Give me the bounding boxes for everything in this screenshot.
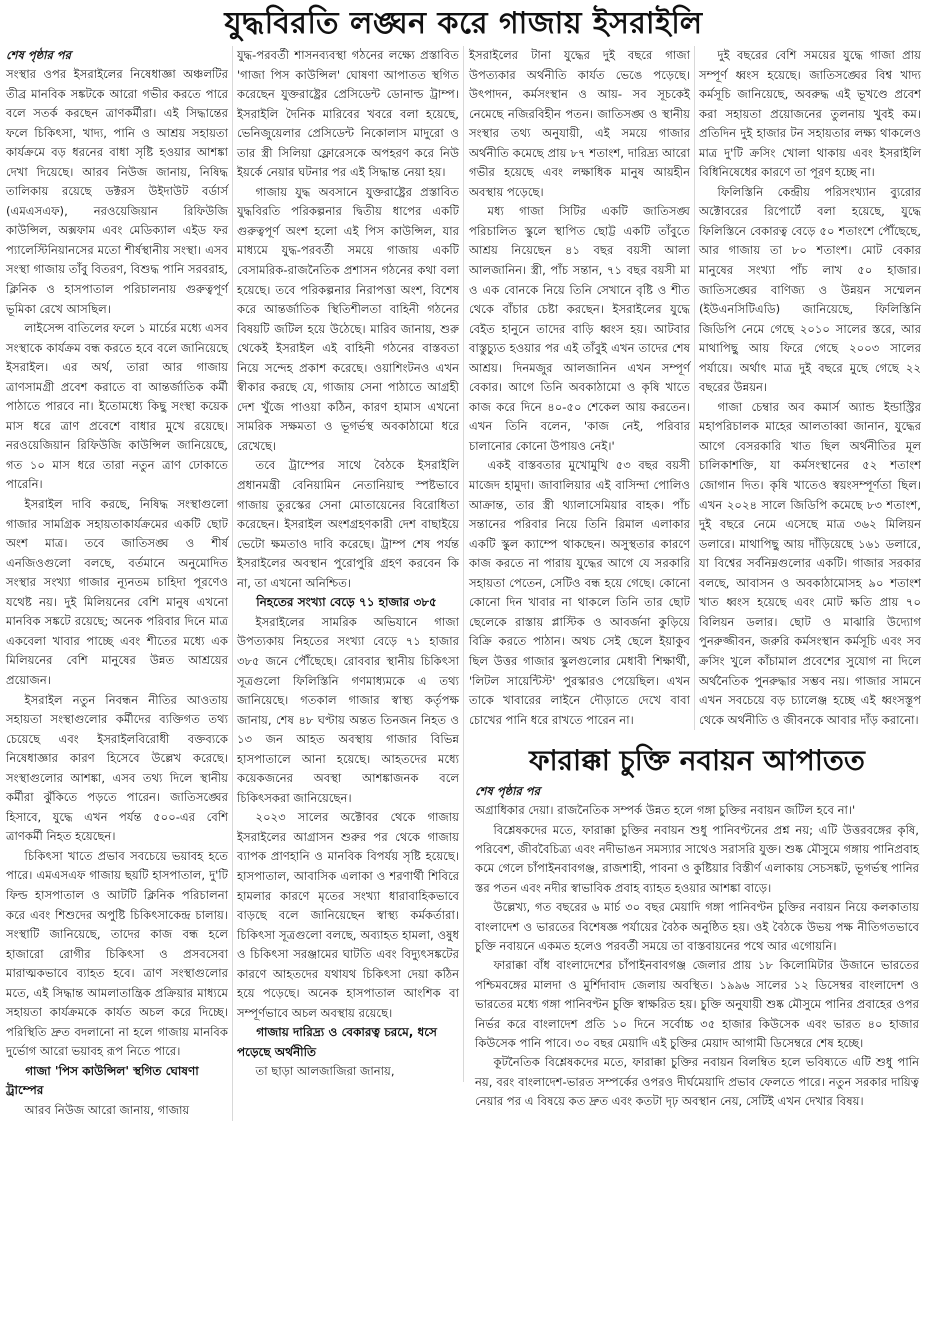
second-article xyxy=(469,742,919,1112)
second-article-body xyxy=(475,782,919,1112)
paragraph: ফারাক্কা বাঁধ বাংলাদেশের চাঁপাইনবাবগঞ্জ জেলার প্রায় ১৮ কিলোমিটার উজানে ভারতের পশ্চিমবঙ্গের মালদা ও মুর্শিদাবাদ জেলায় অবস্থিত। ১৯৯৬ সালের ১২ ডিসেম্বর বাংলাদেশ ও ভারতের মধ্যে গঙ্গা পানিবণ্টন চুক্তি স্বাক্ষরিত হয়। চুক্তি অনুযায়ী শুষ্ক মৌসুমে পানির প্রবাহের ওপর নির্ভর করে বাংলাদেশ প্রতি ১০ দিনে সর্বোচ্চ ৩৫ হাজার কিউসেক এবং ভারত ৪০ হাজার কিউসেক পানি পাবে। ৩০ বছর মেয়াদি এই চুক্তির মেয়াদ আগামী ডিসেম্বরে শেষ হচ্ছে। xyxy=(475,958,919,1051)
paragraph: যুদ্ধ-পরবর্তী শাসনব্যবস্থা গঠনের লক্ষ্যে প্রস্তাবিত 'গাজা পিস কাউন্সিল' ঘোষণা আপাতত স্থগিত করেছেন যুক্তরাষ্ট্রের প্রেসিডেন্ট ডোনাল্ড ট্রাম্প। ইসরাইলি দৈনিক মারিবের খবরে বলা হয়েছে, ভেনিজুয়েলার প্রেসিডেন্ট নিকোলাস মাদুরো ও তার স্ত্রী সিলিয়া ফ্লোরেসকে অপহরণ করে নিউ ইয়র্কে নেয়ার ঘটনার পর এই সিদ্ধান্ত নেয়া হয়। xyxy=(237,48,459,180)
paragraph: কূটনৈতিক বিশ্লেষকদের মতে, ফারাক্কা চুক্তির নবায়ন বিলম্বিত হলে ভবিষ্যতে এটি শুধু পানি নয়, বরং বাংলাদেশ-ভারত সম্পর্কের ওপরও দীর্ঘমেয়াদি প্রভাব ফেলতে পারে। নতুন সরকার দায়িত্ব নেয়ার পর এ বিষয়ে কত দ্রুত এবং কতটা দৃঢ় অবস্থান নেয়, সেটিই এখন দেখার বিষয়। xyxy=(475,1055,919,1109)
continued-from-label: শেষ পৃষ্ঠার পর xyxy=(475,784,540,799)
paragraph: আরব নিউজ আরো জানায়, গাজায় xyxy=(24,1102,190,1117)
paragraph: গাজায় যুদ্ধ অবসানে যুক্তরাষ্ট্রের প্রস্তাবিত যুদ্ধবিরতি পরিকল্পনার দ্বিতীয় ধাপের একটি গুরুত্বপূর্ণ অংশ হলো এই পিস কাউন্সিল, যার মাধ্যমে যুদ্ধ-পরবর্তী সময়ে গাজায় একটি বেসামরিক-রাজনৈতিক প্রশাসন গঠনের কথা বলা হয়েছে। তবে পরিকল্পনার নিরাপত্তা অংশ, বিশেষ করে আন্তর্জাতিক স্থিতিশীলতা বাহিনী গঠনের বিষয়টি জটিল হয়ে উঠেছে। মারিব জানায়, শুরু থেকেই ইসরাইল এই বাহিনী গঠনের বাস্তবতা নিয়ে সন্দেহ প্রকাশ করেছে। ওয়াশিংটনও এখন স্বীকার করছে যে, গাজায় সেনা পাঠাতে আগ্রহী দেশ খুঁজে পাওয়া কঠিন, কারণ হামাস এখনো সামরিক সক্ষমতা ও ভূগর্ভস্থ অবকাঠামো ধরে রেখেছে। xyxy=(237,184,459,453)
left-columns xyxy=(6,46,469,1121)
paragraph: চিকিৎসা খাতে প্রভাব সবচেয়ে ভয়াবহ হতে পারে। এমএসএফ গাজায় ছয়টি হাসপাতাল, দু'টি ফিল্ড হাসপাতাল ও আটটি ক্লিনিক পরিচালনা করে এবং শিশুদের অপুষ্টি চিকিৎসাকেন্দ্র চালায়। সংস্থাটি জানিয়েছে, তাদের কাজ বন্ধ হলে হাজারো রোগীর চিকিৎসা ও প্রসবসেবা মারাত্মকভাবে ব্যাহত হবে। ত্রাণ সংস্থাগুলোর মতে, এই সিদ্ধান্ত আমলাতান্ত্রিক প্রক্রিয়ার মাধ্যমে সহায়তা কার্যক্রমকে কার্যত অচল করে দিচ্ছে। পরিস্থিতি দ্রুত বদলানো না হলে গাজায় মানবিক দুর্ভোগ আরো ভয়াবহ রূপ নিতে পারে। xyxy=(6,848,228,1059)
continued-from-label: শেষ পৃষ্ঠার পর xyxy=(6,48,71,62)
article-column-1 xyxy=(6,46,233,1121)
article-column-3 xyxy=(469,46,695,730)
paragraph: তা ছাড়া আলজাজিরা জানায়, xyxy=(255,1064,395,1079)
paragraph: তবে ট্রাম্পের সাথে বৈঠকে ইসরাইলি প্রধানমন্ত্রী বেনিয়ামিন নেতানিয়াহু স্পষ্টভাবে গাজায় তুরস্কের সেনা মোতায়েনের বিরোধিতা করেছেন। ইসরাইল অংশগ্রহণকারী দেশ বাছাইয়ে ভেটো ক্ষমতাও দাবি করেছে। ট্রাম্প শেষ পর্যন্ত ইসরাইলের অবস্থান পুরোপুরি গ্রহণ করবেন কি না, তা এখনো অনিশ্চিত। xyxy=(237,458,459,590)
article-column-4 xyxy=(699,46,921,730)
paragraph: লাইসেন্স বাতিলের ফলে ১ মার্চের মধ্যে এসব সংস্থাকে কার্যক্রম বন্ধ করতে হবে বলে জানিয়েছে ইসরাইল। এর অর্থ, তারা আর গাজায় ত্রাণসামগ্রী প্রবেশ করাতে বা আন্তর্জাতিক কর্মী পাঠাতে পারবে না। ইতোমধ্যে কিছু সংস্থা কয়েক মাস ধরে ত্রাণ প্রবেশে বাধার মুখে রয়েছে। নরওয়েজিয়ান রিফিউজি কাউন্সিল জানিয়েছে, গত ১০ মাস ধরে তারা নতুন ত্রাণ ঢোকাতে পারেনি। xyxy=(6,321,228,492)
paragraph: গাজা চেম্বার অব কমার্স অ্যান্ড ইন্ডাস্ট্রির মহাপরিচালক মাহের আলতাব্বা জানান, যুদ্ধের আগে বেসরকারি খাত ছিল অর্থনীতির মূল চালিকাশক্তি, যা কর্মসংস্থানের ৫২ শতাংশ জোগান দিত। কৃষি খাতেও স্বয়ংসম্পূর্ণতা ছিল। এখন ২০২৪ সালে জিডিপি কমেছে ৮৩ শতাংশ, দুই বছরে নেমে এসেছে মাত্র ৩৬২ মিলিয়ন ডলারে। মাথাপিছু আয় দাঁড়িয়েছে ১৬১ ডলারে, যা বিশ্বের সর্বনিম্নগুলোর একটি। গাজার সরকার বলছে, আবাসন ও অবকাঠামোসহ ৯০ শতাংশ খাত ধ্বংস হয়েছে এবং মোট ক্ষতি প্রায় ৭০ বিলিয়ন ডলার। ছোট ও মাঝারি উদ্যোগ পুনরুজ্জীবন, জরুরি কর্মসংস্থান কর্মসূচি এবং সব ক্রসিং খুলে কাঁচামাল প্রবেশের সুযোগ না দিলে অর্থনৈতিক পুনরুদ্ধার সম্ভব নয়। গাজার সামনে এখন সবচেয়ে বড় চ্যালেঞ্জ হচ্ছে এই ধ্বংসস্তূপ থেকে অর্থনীতি ও জীবনকে আবার দাঁড় করানো। xyxy=(699,399,921,727)
second-article-headline: ফারাক্কা চুক্তি নবায়ন আপাতত xyxy=(529,744,865,778)
paragraph: উল্লেখ্য, গত বছরের ৬ মার্চ ৩০ বছর মেয়াদি গঙ্গা পানিবণ্টন চুক্তির নবায়ন নিয়ে কলকাতায় বাংলাদেশ ও ভারতের বিশেষজ্ঞ পর্যায়ের বৈঠক অনুষ্ঠিত হয়। ওই বৈঠকে উভয় পক্ষ নীতিগতভাবে চুক্তি নবায়নে একমত হলেও পরবর্তী সময়ে তা বাস্তবায়নের পথে আর এগোয়নি। xyxy=(475,900,919,953)
article-headline: যুদ্ধবিরতি লঙ্ঘন করে গাজায় ইসরাইলি xyxy=(224,6,703,41)
paragraph: ইসরাইল দাবি করছে, নিষিদ্ধ সংস্থাগুলো গাজার সামগ্রিক সহায়তাকার্যক্রমের একটি ছোট অংশ মাত্র। তবে জাতিসঙ্ঘ ও শীর্ষ এনজিওগুলো বলছে, বর্তমানে অনুমোদিত সংস্থার সংখ্যা গাজার ন্যূনতম চাহিদা পূরণেও যথেষ্ট নয়। দুই মিলিয়নের বেশি মানুষ এখনো মানবিক সঙ্কটে রয়েছে; অনেক পরিবার দিনে মাত্র একবেলা খাবার পাচ্ছে এবং শীতের মধ্যে এক মিলিয়নের বেশি মানুষের উন্নত আশ্রয়ের প্রয়োজন। xyxy=(6,497,228,687)
paragraph: ইসরাইলের সামরিক অভিযানে গাজা উপত্যকায় নিহতের সংখ্যা বেড়ে ৭১ হাজার ৩৮৫ জনে পৌঁছেছে। রোববার স্থানীয় চিকিৎসা সূত্রগুলো ফিলিস্তিনি গণমাধ্যমকে এ তথ্য জানিয়েছে। গতকাল গাজার স্বাস্থ্য কর্তৃপক্ষ জানায়, শেষ ৪৮ ঘণ্টায় অন্তত তিনজন নিহত ও ১৩ জন আহত অবস্থায় গাজার বিভিন্ন হাসপাতালে আনা হয়েছে। আহতদের মধ্যে কয়েকজনের অবস্থা আশঙ্কাজনক বলে চিকিৎসকরা জানিয়েছেন। xyxy=(237,614,459,805)
paragraph: দুই বছরের বেশি সময়ের যুদ্ধে গাজা প্রায় সম্পূর্ণ ধ্বংস হয়েছে। জাতিসঙ্ঘের বিশ্ব খাদ্য কর্মসূচি জানিয়েছে, অবরুদ্ধ এই ভূখণ্ডে প্রবেশ করা সহায়তা প্রয়োজনের তুলনায় খুবই কম। প্রতিদিন দুই হাজার টন সহায়তার লক্ষ্য থাকলেও মাত্র দু'টি ক্রসিং খোলা থাকায় এবং ইসরাইলি বিধিনিষেধের কারণে তা পূরণ হচ্ছে না। xyxy=(699,48,921,180)
page-layout xyxy=(0,44,927,1121)
paragraph: ২০২৩ সালের অক্টোবর থেকে গাজায় ইসরাইলের আগ্রাসন শুরুর পর থেকে গাজায় ব্যাপক প্রাণহানি ও মানবিক বিপর্যয় সৃষ্টি হয়েছে। হাসপাতাল, আবাসিক এলাকা ও শরণার্থী শিবিরে হামলার কারণে মৃতের সংখ্যা ধারাবাহিকভাবে বাড়ছে বলে জানিয়েছেন স্বাস্থ্য কর্মকর্তারা। চিকিৎসা সূত্রগুলো বলছে, অব্যাহত হামলা, ওষুধ ও চিকিৎসা সরঞ্জামের ঘাটতি এবং বিদ্যুৎসঙ্কটের কারণে আহতদের যথাযথ চিকিৎসা দেয়া কঠিন হয়ে পড়েছে। অনেক হাসপাতাল আংশিক বা সম্পূর্ণভাবে অচল অবস্থায় রয়েছে। xyxy=(237,810,459,1020)
right-columns xyxy=(469,46,921,730)
paragraph: ইসরাইল নতুন নিবন্ধন নীতির আওতায় সহায়তা সংস্থাগুলোর কর্মীদের ব্যক্তিগত তথ্য চেয়েছে এবং ইসরাইলবিরোধী বক্তব্যকে নিষেধাজ্ঞার কারণ হিসেবে উল্লেখ করেছে। সংস্থাগুলোর আশঙ্কা, এসব তথ্য দিলে স্থানীয় কর্মীরা ঝুঁকিতে পড়তে পারেন। জাতিসঙ্ঘের হিসাবে, যুদ্ধে এখন পর্যন্ত ৫০০-এর বেশি ত্রাণকর্মী নিহত হয়েছেন। xyxy=(6,692,228,844)
paragraph: সংস্থার ওপর ইসরাইলের নিষেধাজ্ঞা অঞ্চলটির তীব্র মানবিক সঙ্কটকে আরো গভীর করতে পারে বলে সতর্ক করছেন ত্রাণকর্মীরা। এই সিদ্ধান্তের ফলে চিকিৎসা, খাদ্য, পানি ও আশ্রয় সহায়তা কার্যক্রমে বড় ধরনের বাধা সৃষ্টি হওয়ার আশঙ্কা দেখা দিয়েছে। আরব নিউজ জানায়, নিষিদ্ধ তালিকায় রয়েছে ডক্টরস উইদাউট বর্ডার্স (এমএসএফ), নরওয়েজিয়ান রিফিউজি কাউন্সিল, অক্সফাম এবং মেডিক্যাল এইড ফর প্যালেস্টিনিয়ানসের মতো শীর্ষস্থানীয় সংস্থা। এসব সংস্থা গাজায় তাঁবু বিতরণ, বিশুদ্ধ পানি সরবরাহ, ক্লিনিক ও হাসপাতাল পরিচালনায় গুরুত্বপূর্ণ ভূমিকা রেখে আসছিল। xyxy=(6,67,228,316)
subheading: গাজায় দারিদ্র্য ও বেকারত্ব চরমে, ধসে পড়েছে অর্থনীতি xyxy=(237,1025,437,1059)
article-column-2 xyxy=(237,46,464,1082)
paragraph: ইসরাইলের টানা যুদ্ধের দুই বছরে গাজা উপত্যকার অর্থনীতি কার্যত ভেঙে পড়েছে। উৎপাদন, কর্মসংস্থান ও আয়- সব সূচকেই নেমেছে নজিরবিহীন পতন। জাতিসঙ্ঘ ও স্থানীয় সংস্থার তথ্য অনুযায়ী, এই সময়ে গাজার অর্থনীতি কমেছে প্রায় ৮৭ শতাংশ, দারিদ্র্য আরো গভীর হয়েছে এবং লক্ষাধিক মানুষ আয়হীন অবস্থায় পড়েছে। xyxy=(469,48,690,199)
paragraph: অগ্রাধিকার দেয়া। রাজনৈতিক সম্পর্ক উন্নত হলে গঙ্গা চুক্তির নবায়ন জটিল হবে না।' xyxy=(475,803,856,818)
subheading: গাজা 'পিস কাউন্সিল' স্থগিত ঘোষণা ট্রাম্পের xyxy=(6,1063,199,1098)
paragraph: বিশ্লেষকদের মতে, ফারাক্কা চুক্তির নবায়ন শুধু পানিবণ্টনের প্রশ্ন নয়; এটি উত্তরবঙ্গের কৃষি, পরিবেশ, জীববৈচিত্র্য এবং নদীভাঙন সমস্যার সাথেও সরাসরি যুক্ত। শুষ্ক মৌসুমে গঙ্গায় পানিপ্রবাহ কমে গেলে চাঁপাইনবাবগঞ্জ, রাজশাহী, পাবনা ও কুষ্টিয়ার বিস্তীর্ণ এলাকায় সেচসঙ্কট, ভূগর্ভস্থ পানির স্তর পতন এবং নদীর স্বাভাবিক প্রবাহ ব্যাহত হওয়ার আশঙ্কা বাড়ে। xyxy=(475,822,919,895)
paragraph: একই বাস্তবতার মুখোমুখি ৫৩ বছর বয়সী মাজেদ হামুদা। জাবালিয়ার এই বাসিন্দা পোলিও আক্রান্ত, তার স্ত্রী থ্যালাসেমিয়ার বাহক। পাঁচ সন্তানের পরিবার নিয়ে তিনি রিমাল এলাকার একটি স্কুল ক্যাম্পে থাকছেন। অসুস্থতার কারণে কাজ করতে না পারায় যুদ্ধের আগে যে সরকারি সহায়তা পেতেন, সেটিও বন্ধ হয়ে গেছে। কোনো কোনো দিন খাবার না থাকলে তিনি তার ছোট ছেলেকে রাস্তায় প্লাস্টিক ও আবর্জনা কুড়িয়ে বিক্রি করতে পাঠান। অথচ সেই ছেলে ইয়াকুব ছিল উত্তর গাজার স্কুলগুলোর মেধাবী শিক্ষার্থী, 'লিটল সায়েন্টিস্ট' পুরস্কারও পেয়েছিল। এখন তাকে খাবারের লাইনে দৌড়াতে দেখে বাবা চোখের পানি ধরে রাখতে পারেন না। xyxy=(469,458,690,727)
paragraph: ফিলিস্তিনি কেন্দ্রীয় পরিসংখ্যান ব্যুরোর অক্টোবরের রিপোর্টে বলা হয়েছে, যুদ্ধে ফিলিস্তিনে বেকারত্ব বেড়ে ৫০ শতাংশে পৌঁছেছে, আর গাজায় তা ৮০ শতাংশ। মোট বেকার মানুষের সংখ্যা পাঁচ লাখ ৫০ হাজার। জাতিসঙ্ঘের বাণিজ্য ও উন্নয়ন সম্মেলন (ইউএনসিটিএডি) জানিয়েছে, ফিলিস্তিনি জিডিপি নেমে গেছে ২০১০ সালের স্তরে, আর মাথাপিছু আয় ফিরে গেছে ২০০৩ সালের পর্যায়ে। অর্থাৎ মাত্র দুই বছরে মুছে গেছে ২২ বছরের উন্নয়ন। xyxy=(699,184,921,395)
paragraph: মধ্য গাজা সিটির একটি জাতিসঙ্ঘ পরিচালিত স্কুলে স্থাপিত ছোট্ট একটি তাঁবুতে আশ্রয় নিয়েছেন ৪১ বছর বয়সী আলা আলজানিন। স্ত্রী, পাঁচ সন্তান, ৭১ বছর বয়সী মা ও এক বোনকে নিয়ে তিনি সেখানে বৃষ্টি ও শীত থেকে বাঁচার চেষ্টা করছেন। ইসরাইলের যুদ্ধে বেইত হানুনে তাদের বাড়ি ধ্বংস হয়। আটবার বাস্তুচ্যুত হওয়ার পর এই তাঁবুই এখন তাদের শেষ আশ্রয়। দিনমজুর আলজানিন এখন সম্পূর্ণ বেকার। আগে তিনি অবকাঠামো ও কৃষি খাতে কাজ করে দিনে ৪০-৫০ শেকেল আয় করতেন। এখন তিনি বলেন, 'কাজ নেই, পরিবার চালানোর কোনো উপায়ও নেই।' xyxy=(469,204,690,453)
subheading: নিহতের সংখ্যা বেড়ে ৭১ হাজার ৩৮৫ xyxy=(256,595,437,610)
right-block xyxy=(469,46,921,1112)
